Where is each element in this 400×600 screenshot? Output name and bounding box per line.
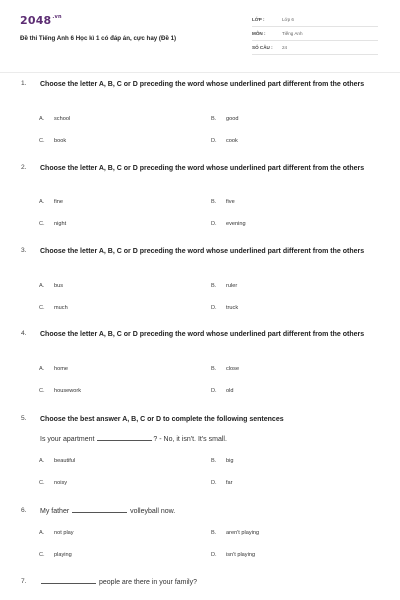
option-d[interactable] (211, 221, 246, 227)
question-text: Choose the letter A, B, C or D preceding the word whose underlined part different from the others (40, 331, 365, 338)
option-text: isn't playing (226, 552, 256, 558)
stem-after: people are there in your family? (98, 579, 198, 586)
logo-suffix: .vn (52, 14, 62, 20)
question-text: Choose the letter A, B, C or D preceding the word whose underlined part different from the others (40, 165, 365, 172)
question-number: 4. (21, 330, 27, 337)
question-stem (40, 434, 227, 443)
option-text: good (226, 116, 239, 122)
option-letter: A. (39, 366, 45, 372)
option-text: truck (226, 305, 239, 311)
option-text: cook (226, 138, 238, 144)
option-c[interactable] (39, 305, 68, 311)
option-c[interactable] (39, 388, 81, 394)
option-letter: B. (211, 530, 217, 536)
meta-count (252, 43, 378, 55)
question-stem (40, 577, 197, 586)
option-c[interactable] (39, 138, 66, 144)
meta-class-value: Lớp 6 (282, 17, 294, 22)
site-logo[interactable] (20, 14, 62, 27)
question-number: 1. (21, 80, 27, 87)
option-text: beautiful (54, 458, 76, 464)
question-number: 3. (21, 247, 27, 254)
option-text: ruler (226, 283, 238, 289)
option-letter: A. (39, 458, 45, 464)
option-text: noisy (54, 480, 68, 486)
meta-count-label: SỐ CÂU : (252, 45, 273, 50)
option-c[interactable] (39, 480, 67, 486)
option-a[interactable] (39, 283, 63, 289)
option-text: home (54, 366, 68, 372)
option-letter: C. (39, 221, 45, 227)
option-letter: D. (211, 388, 217, 394)
meta-class (252, 15, 378, 27)
question-number: 7. (21, 578, 27, 585)
option-d[interactable] (211, 305, 238, 311)
stem-before: My father (40, 508, 70, 515)
option-text: housework (54, 388, 82, 394)
meta-subject (252, 29, 378, 41)
question-text: Choose the best answer A, B, C or D to complete the following sentences (40, 416, 284, 423)
option-text: school (54, 116, 71, 122)
option-letter: D. (211, 552, 217, 558)
option-d[interactable] (211, 552, 255, 558)
option-text: book (54, 138, 67, 144)
option-b[interactable] (211, 116, 238, 122)
option-d[interactable] (211, 388, 233, 394)
question-text: Choose the letter A, B, C or D preceding the word whose underlined part different from the others (40, 81, 365, 88)
question-text: Choose the letter A, B, C or D preceding the word whose underlined part different from the others (40, 248, 365, 255)
option-text: bus (54, 283, 64, 289)
stem-before: Is your apartment (40, 436, 95, 443)
option-letter: B. (211, 458, 217, 464)
option-d[interactable] (211, 480, 233, 486)
option-letter: C. (39, 388, 45, 394)
option-letter: C. (39, 480, 45, 486)
option-letter: D. (211, 221, 217, 227)
option-d[interactable] (211, 138, 238, 144)
meta-subject-label: MÔN : (252, 31, 266, 36)
option-b[interactable] (211, 458, 233, 464)
option-letter: B. (211, 116, 217, 122)
document-header (0, 0, 400, 64)
question-number: 5. (21, 415, 27, 422)
option-text: evening (226, 221, 246, 227)
question-number: 6. (21, 507, 27, 514)
logo-text: 2048 (20, 14, 52, 27)
option-a[interactable] (39, 199, 63, 205)
answer-blank[interactable] (72, 506, 127, 513)
option-b[interactable] (211, 530, 259, 536)
option-c[interactable] (39, 221, 66, 227)
meta-class-label: LỚP : (252, 17, 265, 22)
option-letter: B. (211, 199, 217, 205)
option-b[interactable] (211, 283, 237, 289)
answer-blank[interactable] (97, 434, 152, 441)
option-b[interactable] (211, 199, 235, 205)
option-letter: D. (211, 480, 217, 486)
header-divider (0, 72, 400, 73)
option-text: close (226, 366, 240, 372)
option-text: big (226, 458, 234, 464)
option-a[interactable] (39, 458, 75, 464)
option-letter: B. (211, 366, 217, 372)
option-text: not play (54, 530, 74, 536)
option-letter: A. (39, 199, 45, 205)
question-number: 2. (21, 164, 27, 171)
option-letter: A. (39, 530, 45, 536)
option-text: old (226, 388, 234, 394)
meta-subject-value: Tiếng Anh (282, 31, 303, 36)
option-a[interactable] (39, 116, 70, 122)
option-text: playing (54, 552, 72, 558)
option-letter: A. (39, 283, 45, 289)
option-text: aren't playing (226, 530, 260, 536)
stem-after: ? - No, it isn't. It's small. (153, 436, 227, 443)
option-letter: D. (211, 305, 217, 311)
option-text: five (226, 199, 235, 205)
option-letter: C. (39, 552, 45, 558)
option-letter: C. (39, 305, 45, 311)
stem-after: volleyball now. (130, 508, 176, 515)
option-letter: A. (39, 116, 45, 122)
answer-blank[interactable] (41, 577, 96, 584)
option-c[interactable] (39, 552, 72, 558)
question-stem (40, 506, 175, 515)
option-a[interactable] (39, 530, 74, 536)
option-letter: B. (211, 283, 217, 289)
option-b[interactable] (211, 366, 239, 372)
meta-count-value: 24 (282, 45, 288, 50)
option-text: night (54, 221, 67, 227)
option-a[interactable] (39, 366, 68, 372)
option-text: far (226, 480, 233, 486)
option-letter: D. (211, 138, 217, 144)
option-text: fine (54, 199, 64, 205)
option-letter: C. (39, 138, 45, 144)
document-title: Đề thi Tiếng Anh 6 Học kì 1 có đáp án, cực hay (Đề 1) (20, 35, 177, 42)
option-text: much (54, 305, 68, 311)
